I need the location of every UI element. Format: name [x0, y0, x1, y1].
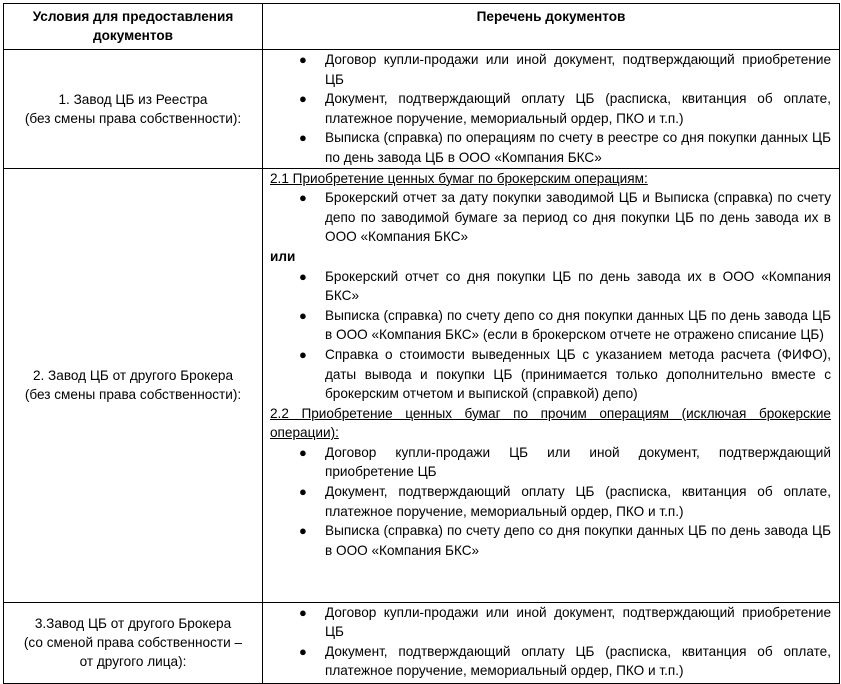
or-label: или: [270, 248, 296, 264]
bullet-icon: ●: [299, 52, 307, 67]
document-list: [270, 603, 831, 681]
bullet-icon: ●: [299, 346, 307, 362]
condition-cell-3: [4, 602, 263, 683]
header-row: [4, 4, 840, 50]
document-list: [270, 50, 831, 168]
bullet-icon: ●: [299, 523, 307, 539]
bullet-icon: ●: [299, 604, 307, 620]
condition-subtitle: (без смены права собственности):: [24, 387, 242, 403]
bullet-icon: ●: [299, 307, 307, 323]
documents-cell-2: [263, 168, 840, 602]
documents-cell-1: [263, 50, 840, 169]
document-list: [270, 443, 831, 561]
list-item: ● Документ, подтверждающий оплату ЦБ (расписка, квитанция об оплате, платежное поручение, мемориальный ордер, ПКО и т.п.): [299, 643, 831, 679]
documents-table: [3, 3, 840, 684]
table-row-1: [4, 50, 840, 169]
list-item: ● Документ, подтверждающий оплату ЦБ (расписка, квитанция об оплате, платежное поручение, мемориальный ордер, ПКО и т.п.): [299, 484, 831, 519]
section-2-1-title: 2.1 Приобретение ценных бумаг по брокерским операциям:: [270, 170, 648, 186]
table-row-3: [4, 602, 840, 683]
condition-cell-1: [4, 50, 263, 169]
bullet-icon: ●: [299, 130, 307, 146]
condition-subtitle: (без смены права собственности):: [24, 110, 242, 126]
condition-title: 3.Завод ЦБ от другого Брокера: [34, 616, 232, 632]
documents-cell-3: [263, 602, 840, 683]
bullet-icon: ●: [299, 643, 307, 659]
bullet-icon: ●: [299, 484, 307, 500]
condition-subtitle-2: от другого лица):: [79, 654, 187, 670]
section-2-2-title: 2.2 Приобретение ценных бумаг по прочим операциям (исключая брокерские операции):: [270, 405, 831, 441]
condition-cell-2: [4, 168, 263, 602]
header-documents: Перечень документов: [263, 4, 840, 50]
bullet-icon: ●: [299, 190, 307, 206]
list-item: ● Выписка (справка) по операциям по счету в реестре со дня покупки данных ЦБ по день завода ЦБ в ООО «Компания БКС»: [299, 130, 831, 165]
header-conditions: Условия для предоставления документов: [4, 4, 263, 50]
list-item: ● Договор купли-продажи или иной документ, подтверждающий приобретение ЦБ: [299, 604, 831, 640]
list-item: ● Договор купли-продажи ЦБ или иной документ, подтверждающий приобретение ЦБ: [299, 444, 831, 480]
list-item: ● Договор купли-продажи или иной документ, подтверждающий приобретение ЦБ: [299, 52, 831, 87]
list-item: ● Справка о стоимости выведенных ЦБ с указанием метода расчета (ФИФО), даты вывода и покупки ЦБ (принимается только дополнительно вместе с брокерским отчетом и выпиской (справкой) депо): [299, 346, 831, 402]
document-list: [270, 267, 831, 404]
condition-title: 1. Завод ЦБ из Реестра: [58, 91, 208, 107]
list-item: ● Выписка (справка) по счету депо со дня покупки данных ЦБ по день завода ЦБ в ООО «Компания БКС» (если в брокерском отчете не отражено списание ЦБ): [299, 307, 831, 343]
list-item: ● Брокерский отчет со дня покупки ЦБ по день завода их в ООО «Компания БКС»: [299, 268, 831, 304]
list-item: ● Выписка (справка) по счету депо со дня покупки данных ЦБ по день завода ЦБ в ООО «Компания БКС»: [299, 523, 831, 558]
bullet-icon: ●: [299, 268, 307, 284]
list-item: ● Брокерский отчет за дату покупки заводимой ЦБ и Выписка (справка) по счету депо по заводимой бумаге за период со дня покупки ЦБ по день завода их в ООО «Компания БКС»: [299, 190, 831, 245]
table-row-2: [4, 168, 840, 602]
condition-title: 2. Завод ЦБ от другого Брокера: [32, 368, 234, 384]
document-list: [270, 188, 831, 247]
bullet-icon: ●: [299, 91, 307, 107]
list-item: ● Документ, подтверждающий оплату ЦБ (расписка, квитанция об оплате, платежное поручение, мемориальный ордер, ПКО и т.п.): [299, 91, 831, 126]
bullet-icon: ●: [299, 444, 307, 460]
condition-subtitle: (со сменой права собственности –: [23, 635, 243, 651]
